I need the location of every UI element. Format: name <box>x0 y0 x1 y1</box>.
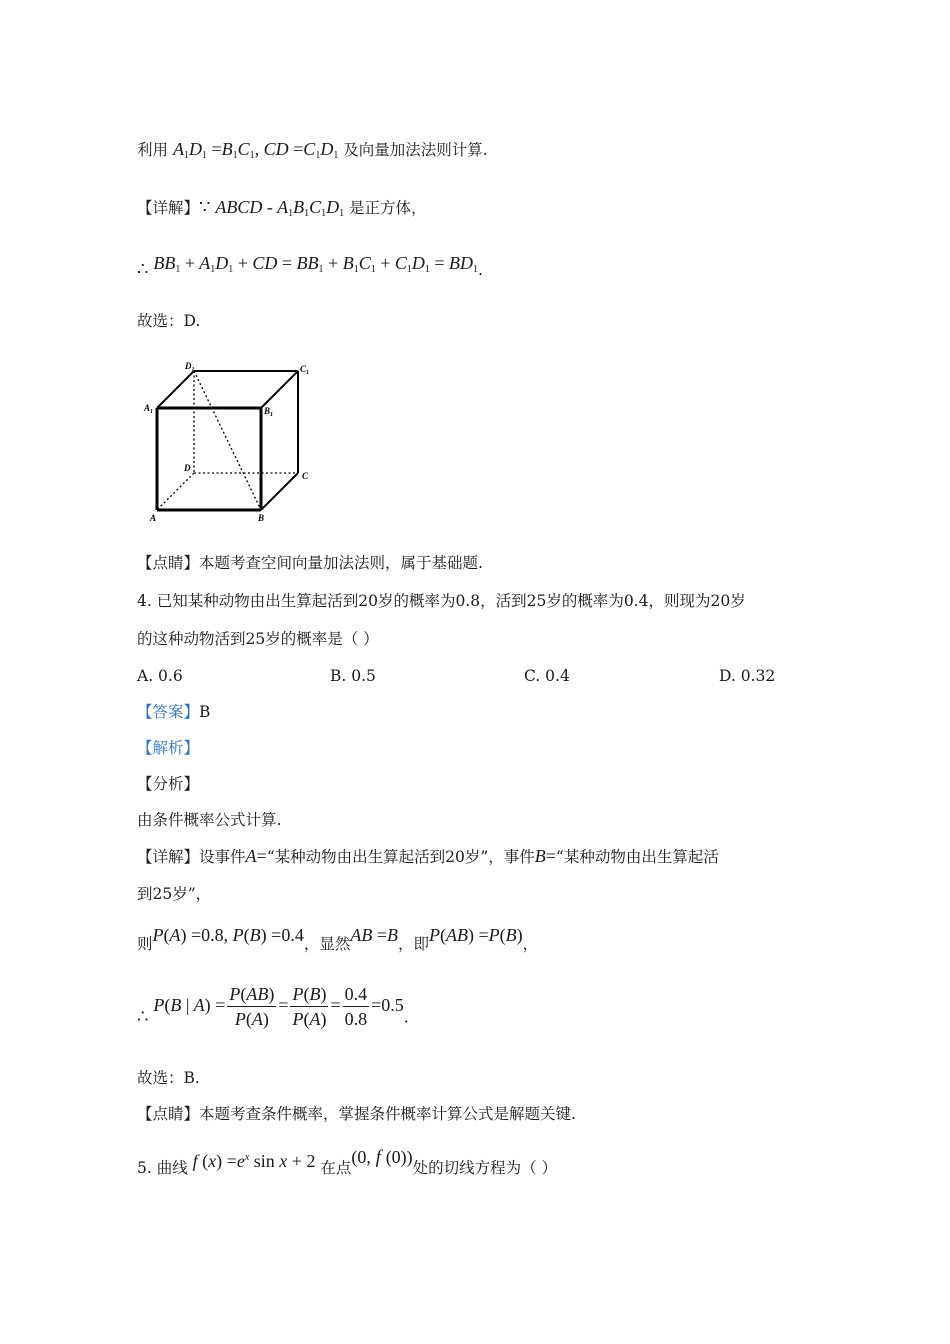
text-ze: 则 <box>137 935 153 953</box>
equals: = <box>545 846 556 866</box>
detail-tag-q4: 【详解】 <box>137 848 200 866</box>
detail-text-2: “某种动物由出生算起活到20岁”，事件 <box>266 848 535 866</box>
choice-line-d: 故选：D. <box>137 312 201 330</box>
formula-cube-name: ABCD - A1B1C1D1 <box>215 197 345 219</box>
therefore-symbol-2: ∴ <box>137 1006 149 1027</box>
label-a: A <box>150 513 157 523</box>
answer-tag: 【答案】 <box>137 703 200 721</box>
question-4-line-1: 4. 已知某种动物由出生算起活到20岁的概率为0.8，活到25岁的概率为0.4，则现为20岁 <box>137 592 746 610</box>
option-b: B. 0.5 <box>330 667 376 685</box>
hint-text-2: 及向量加法法则计算. <box>343 141 488 159</box>
probabilities-line <box>137 924 538 955</box>
cube-figure <box>140 355 330 530</box>
detail-line-cube <box>137 196 427 225</box>
detail-tag: 【详解】 <box>137 199 200 217</box>
fenxi-text: 由条件概率公式计算. <box>137 811 282 829</box>
analysis-tag: 【解析】 <box>137 739 200 757</box>
equals: = <box>256 846 267 866</box>
period: . <box>478 261 483 279</box>
period: . <box>403 1008 409 1027</box>
detail-text-4: 到25岁”， <box>137 885 212 903</box>
formula-vector-sum: BB1 + A1D1 + CD = BB1 + B1C1 + C1D1 = BD1 <box>153 253 479 275</box>
fenxi-tag: 【分析】 <box>137 775 200 793</box>
option-a: A. 0.6 <box>137 667 183 685</box>
label-c: C <box>302 471 309 481</box>
formula-conditional-prob: P(B | A) = $\frac{P(AB)}{P(A)}$ = $\frac{P(B)}{P(A)}$ = $\frac{0.4}{0.8}$ =0.5 <box>153 984 404 1029</box>
formula-point: (0, f (0)) <box>351 1147 413 1168</box>
choice-line-b: 故选：B. <box>137 1069 200 1087</box>
detail-line-events <box>137 845 719 868</box>
comment-text: 本题考查空间向量加法法则，属于基础题. <box>199 554 483 572</box>
text-ji: ，即 <box>398 935 430 953</box>
formula-probabilities: P(A) =0.8, P(B) =0.4 <box>152 925 304 945</box>
label-c1: $C_1$ <box>300 364 310 376</box>
label-b: B <box>258 513 265 523</box>
question-5-line <box>137 1146 557 1179</box>
question-4-line-2: 的这种动物活到25岁的概率是（ ） <box>137 630 379 648</box>
answer-line <box>137 701 210 723</box>
question-5-text-2: 在点 <box>320 1159 352 1177</box>
comment-text-q4: 本题考查条件概率，掌握条件概率计算公式是解题关键. <box>199 1105 576 1123</box>
text-xianran: ，显然 <box>303 935 351 953</box>
comment-line-3 <box>137 552 483 574</box>
formula-ab-equals-b: AB =B <box>350 925 398 945</box>
option-c: C. 0.4 <box>524 667 570 685</box>
comment-tag: 【点睛】 <box>137 554 200 572</box>
detail-text-1: 设事件 <box>199 848 246 866</box>
hint-text-1: 利用 <box>137 141 169 159</box>
event-a: A <box>245 846 257 866</box>
formula-curve: f $(x) =e^x$ sin x + 2 <box>192 1151 316 1171</box>
comment-line-4 <box>137 1103 576 1125</box>
therefore-symbol: ∴ <box>137 259 149 279</box>
label-d: D <box>184 463 191 473</box>
answer-value: B <box>199 703 211 721</box>
question-5-text-3: 处的切线方程为（ ） <box>412 1159 558 1177</box>
detail-text-3: “某种动物由出生算起活 <box>555 848 719 866</box>
formula-vector-equalities: A1D1 =B1C1, CD =C1D1 <box>172 139 339 161</box>
comment-tag-q4: 【点睛】 <box>137 1105 200 1123</box>
event-b: B <box>534 846 546 866</box>
label-a1: $A_1$ <box>144 403 154 415</box>
label-d1: $D_1$ <box>185 361 195 373</box>
therefore-line-vector-sum <box>137 252 483 281</box>
because-symbol: ∵ <box>199 197 211 217</box>
label-b1: $B_1$ <box>264 406 274 418</box>
comma: ， <box>522 935 539 953</box>
question-5-text-1: 5. 曲线 <box>137 1159 188 1177</box>
detail-text: 是正方体， <box>349 199 427 217</box>
formula-pab-equals-pb: P(AB) =P(B) <box>429 925 523 945</box>
hint-line <box>137 138 488 167</box>
conditional-probability-line <box>137 983 409 1030</box>
option-d: D. 0.32 <box>719 667 776 685</box>
